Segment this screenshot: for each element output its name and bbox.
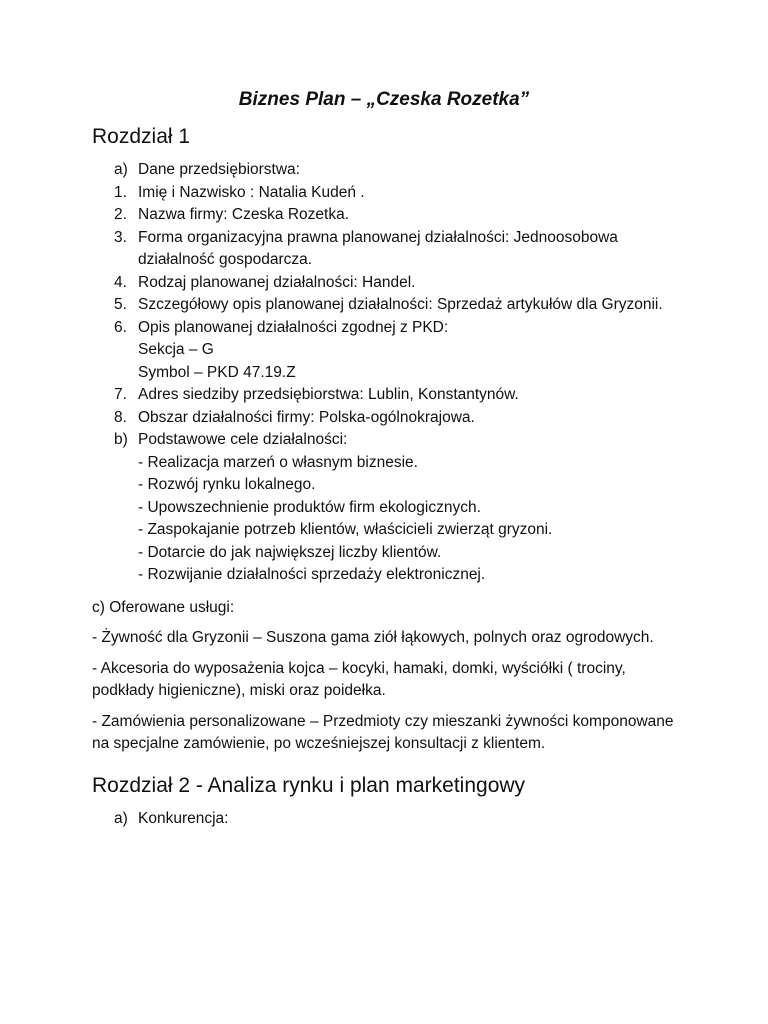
list-marker: 1. (114, 183, 127, 201)
chapter-1-heading: Rozdział 1 (92, 125, 191, 148)
list-item (92, 159, 676, 182)
list-item-text: Nazwa firmy: Czeska Rozetka. (138, 206, 350, 223)
list-item (92, 407, 676, 430)
list-marker: 8. (114, 408, 127, 426)
list-item (92, 429, 676, 587)
goal-item: - Dotarcie do jak największej liczby klientów. (138, 543, 442, 561)
pkd-section: Sekcja – G (138, 341, 214, 358)
list-item (92, 272, 676, 295)
service-paragraph-custom: - Zamówienia personalizowane – Przedmioty czy mieszanki żywności komponowane na specjalne zamówienie, po wcześniejszej konsultacji z klientem. (92, 712, 674, 752)
goal-item: - Rozwój rynku lokalnego. (138, 476, 316, 493)
chapter-2-heading: Rozdział 2 - Analiza rynku i plan marketingowy (92, 773, 526, 797)
list-item (92, 317, 676, 385)
service-paragraph-accessories: - Akcesoria do wyposażenia kojca – kocyki, hamaki, domki, wyściółki ( trociny, podkłady higieniczne), miski oraz poidełka. (92, 659, 626, 699)
document-title: Biznes Plan – „Czeska Rozetka” (238, 89, 530, 110)
list-item (92, 227, 676, 272)
goal-item: - Zaspokajanie potrzeb klientów, właścicieli zwierząt gryzoni. (138, 521, 553, 538)
list-marker: a) (114, 161, 128, 178)
list-marker: 5. (114, 296, 127, 313)
list-marker: a) (114, 809, 128, 827)
list-item-text: Imię i Nazwisko : Natalia Kudeń . (138, 183, 365, 201)
list-item (92, 384, 676, 407)
list-item-text: Podstawowe cele działalności: (138, 431, 348, 448)
list-item (92, 182, 676, 205)
chapter-1-list (92, 159, 676, 587)
list-item-text: Opis planowanej działalności zgodnej z PKD: (138, 318, 449, 336)
list-item-text: Szczegółowy opis planowanej działalności: Sprzedaż artykułów dla Gryzonii. (138, 296, 663, 313)
list-marker: 7. (114, 386, 127, 403)
list-item (92, 204, 676, 227)
goal-item: - Upowszechnienie produktów firm ekologicznych. (138, 498, 481, 516)
list-item-text: Forma organizacyjna prawna planowanej działalności: Jednoosobowa działalność gospodarcza. (138, 228, 618, 268)
list-marker: 3. (114, 228, 127, 246)
list-marker: 2. (114, 206, 127, 223)
list-marker: 6. (114, 318, 127, 336)
list-item-text: Konkurencja: (138, 809, 229, 827)
offered-services-heading: c) Oferowane usługi: (92, 598, 235, 616)
list-item-text: Obszar działalności firmy: Polska-ogólnokrajowa. (138, 408, 475, 426)
goal-item: - Realizacja marzeń o własnym biznesie. (138, 453, 418, 471)
service-paragraph-food: - Żywność dla Gryzonii – Suszona gama ziół łąkowych, polnych oraz ogrodowych. (92, 629, 654, 646)
chapter-2-list (92, 808, 676, 831)
list-item-text: Dane przedsiębiorstwa: (138, 161, 300, 178)
goal-item: - Rozwijanie działalności sprzedaży elektronicznej. (138, 566, 486, 583)
list-item-text: Rodzaj planowanej działalności: Handel. (138, 273, 416, 291)
list-marker: b) (114, 431, 128, 448)
list-item-text: Adres siedziby przedsiębiorstwa: Lublin, Konstantynów. (138, 386, 519, 403)
list-item (92, 294, 676, 317)
list-item (92, 808, 676, 831)
list-marker: 4. (114, 273, 127, 291)
pkd-symbol: Symbol – PKD 47.19.Z (138, 363, 296, 381)
